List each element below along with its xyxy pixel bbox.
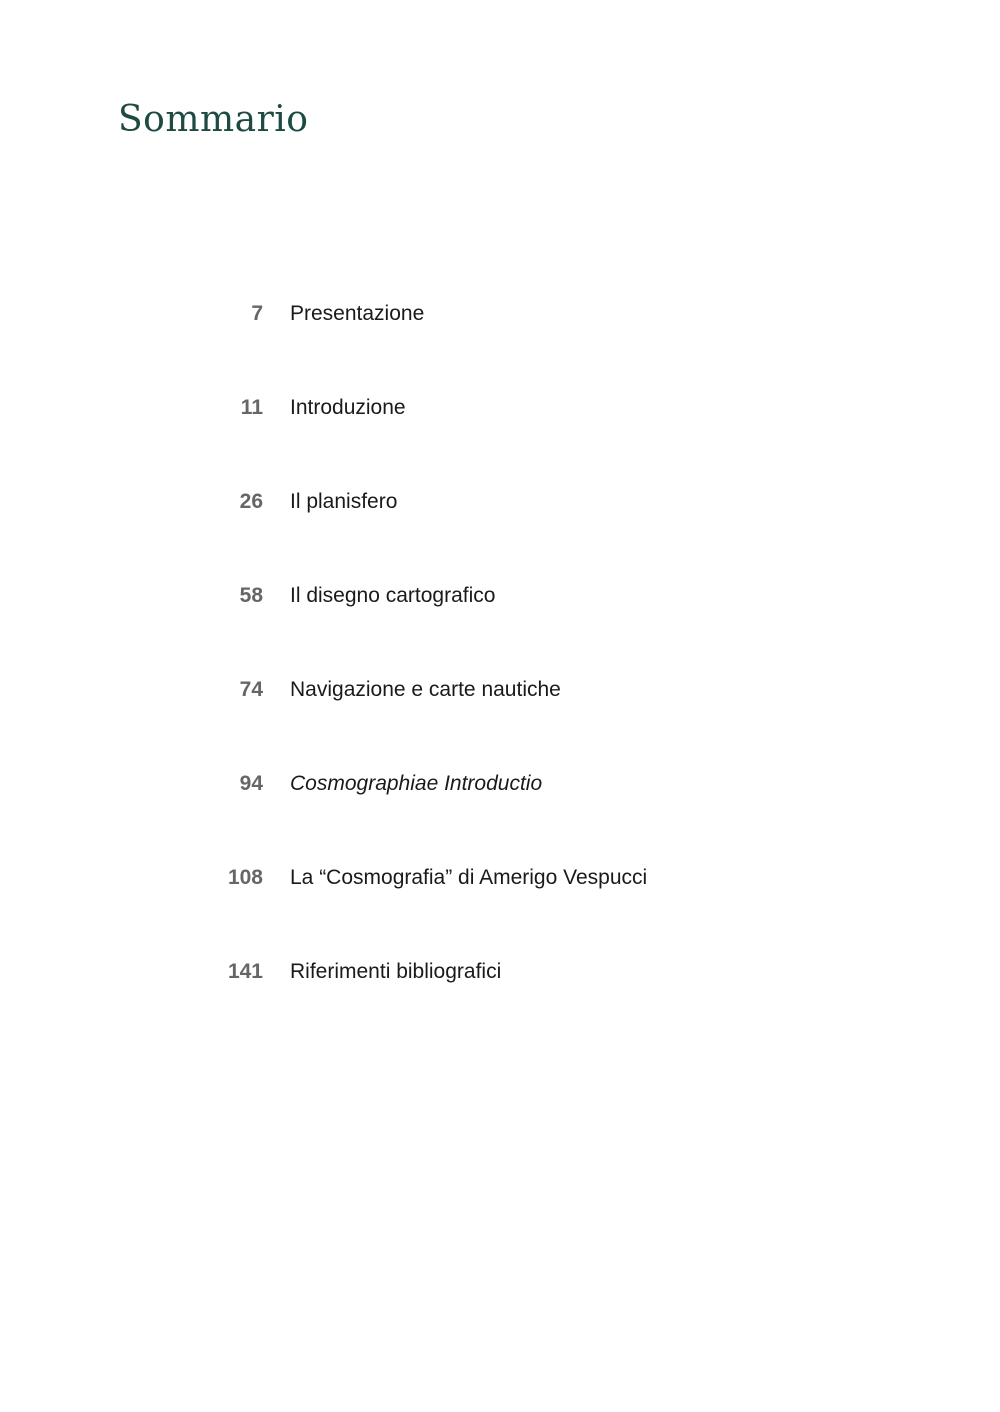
toc-page-number: 11	[240, 396, 263, 419]
toc-entry-title: Introduzione	[290, 396, 406, 419]
toc-entry-planisfero[interactable]	[0, 487, 1000, 517]
toc-page-number: 58	[239, 584, 263, 607]
toc-entry-title: Riferimenti bibliografici	[290, 960, 502, 983]
toc-entry-title: La “Cosmografia” di Amerigo Vespucci	[290, 866, 648, 889]
toc-page-number: 141	[227, 960, 263, 983]
toc-page-number: 108	[227, 866, 263, 889]
toc-entry-riferimenti[interactable]	[0, 957, 1000, 987]
toc-entry-title: Navigazione e carte nautiche	[290, 678, 561, 701]
toc-entry-cosmographiae[interactable]	[0, 769, 1000, 799]
toc-entry-disegno-cartografico[interactable]	[0, 581, 1000, 611]
toc-entry-navigazione[interactable]	[0, 675, 1000, 705]
toc-page-number: 74	[239, 678, 263, 701]
toc-entry-title: Il planisfero	[290, 490, 398, 513]
toc-entry-cosmografia-vespucci[interactable]	[0, 863, 1000, 893]
toc-page-number: 7	[251, 302, 263, 325]
page-title: Sommario	[118, 99, 309, 140]
toc-entry-title: Presentazione	[290, 302, 425, 325]
toc-entry-presentazione[interactable]	[0, 299, 1000, 329]
toc-entry-introduzione[interactable]	[0, 393, 1000, 423]
toc-page-number: 94	[239, 772, 263, 795]
toc-page-number: 26	[239, 490, 263, 513]
toc-entry-title: Il disegno cartografico	[290, 584, 496, 607]
toc-entry-title: Cosmographiae Introductio	[290, 772, 543, 795]
